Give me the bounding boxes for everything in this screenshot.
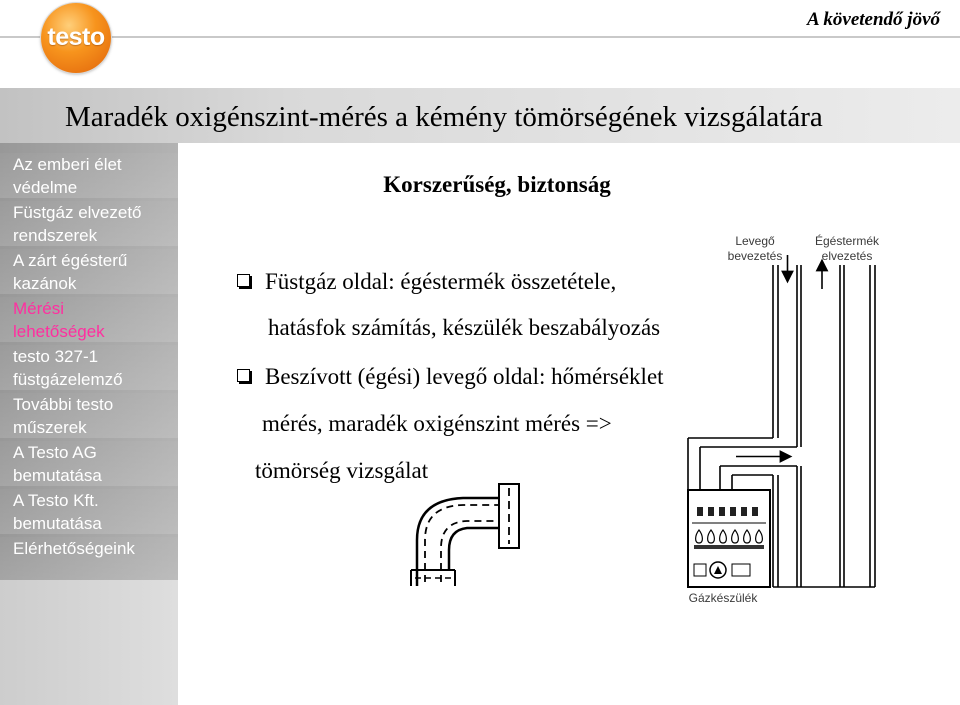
connection-duct — [688, 438, 797, 490]
sidebar-item-label: kazánok — [13, 274, 77, 293]
sidebar-item-label: Elérhetőségeink — [13, 539, 135, 558]
sidebar-item-label: bemutatása — [13, 466, 102, 485]
sidebar-item-sealed-boilers[interactable] — [0, 249, 178, 294]
sidebar-item-label: műszerek — [13, 418, 87, 437]
pipe-elbow-icon — [405, 478, 530, 588]
sidebar-item-testo-ag[interactable] — [0, 441, 178, 486]
sidebar-item-label: A Testo Kft. — [13, 491, 99, 510]
sidebar-item-measurement-options[interactable] — [0, 297, 178, 342]
header-divider-line — [0, 36, 960, 38]
sidebar-item-label: Füstgáz elvezető — [13, 203, 142, 222]
logo-text: testo — [47, 22, 105, 51]
sidebar-item-label: védelme — [13, 178, 78, 197]
sidebar-item-label: lehetőségek — [13, 322, 105, 341]
air-inlet-label: Levegő — [735, 234, 775, 248]
sidebar-item-label: Mérési — [13, 299, 65, 318]
gas-appliance-label: Gázkészülék — [688, 591, 758, 605]
sidebar-item-testo-kft[interactable] — [0, 489, 178, 534]
exhaust-outlet-label: Égéstermék — [814, 234, 880, 248]
sidebar-item-label: testo 327-1 — [13, 347, 99, 366]
sidebar — [0, 143, 178, 580]
bullet-text: Beszívott (égési) levegő oldal: hőmérséklet — [265, 364, 664, 389]
sidebar-item-flue-gas-systems[interactable] — [0, 201, 178, 246]
sidebar-item-label: rendszerek — [13, 226, 98, 245]
sidebar-item-label: A Testo AG — [13, 443, 97, 462]
tagline: A követendő jövő — [807, 9, 940, 30]
sidebar-item-contacts[interactable] — [0, 537, 178, 582]
sidebar-item-label: füstgázelemző — [13, 370, 123, 389]
sidebar-item-testo-327-1[interactable] — [0, 345, 178, 390]
exhaust-outlet-label: elvezetés — [821, 249, 873, 263]
chimney-walls — [773, 265, 875, 587]
sidebar-item-label: A zárt égésterű — [13, 251, 128, 270]
sidebar-item-more-instruments[interactable] — [0, 393, 178, 438]
title-band — [0, 88, 960, 143]
bullet-text: hatásfok számítás, készülék beszabályozás — [268, 315, 661, 340]
sidebar-item-human-life-protection[interactable] — [0, 153, 178, 198]
checkbox-bullet-icon — [237, 369, 250, 382]
bullet-text: tömörség vizsgálat — [255, 458, 429, 483]
sidebar-nav — [0, 153, 178, 585]
elbow-outer-wall — [417, 498, 499, 586]
section-heading: Korszerűség, biztonság — [383, 172, 611, 197]
gas-boiler — [688, 490, 770, 587]
bullet-text: Füstgáz oldal: égéstermék összetétele, — [265, 269, 617, 294]
gas-appliance-chimney-diagram — [670, 225, 900, 615]
page-title: Maradék oxigénszint-mérés a kémény tömörségének vizsgálatára — [65, 101, 823, 133]
sidebar-footer-area — [0, 580, 178, 705]
air-inlet-label: bevezetés — [727, 249, 783, 263]
bullet-text: mérés, maradék oxigénszint mérés => — [262, 411, 612, 436]
sidebar-item-label: bemutatása — [13, 514, 102, 533]
sidebar-item-label: További testo — [13, 395, 114, 414]
sidebar-item-label: Az emberi élet — [13, 155, 122, 174]
checkbox-bullet-icon — [237, 274, 250, 287]
testo-logo — [41, 3, 111, 73]
elbow-inner-wall — [449, 528, 499, 570]
